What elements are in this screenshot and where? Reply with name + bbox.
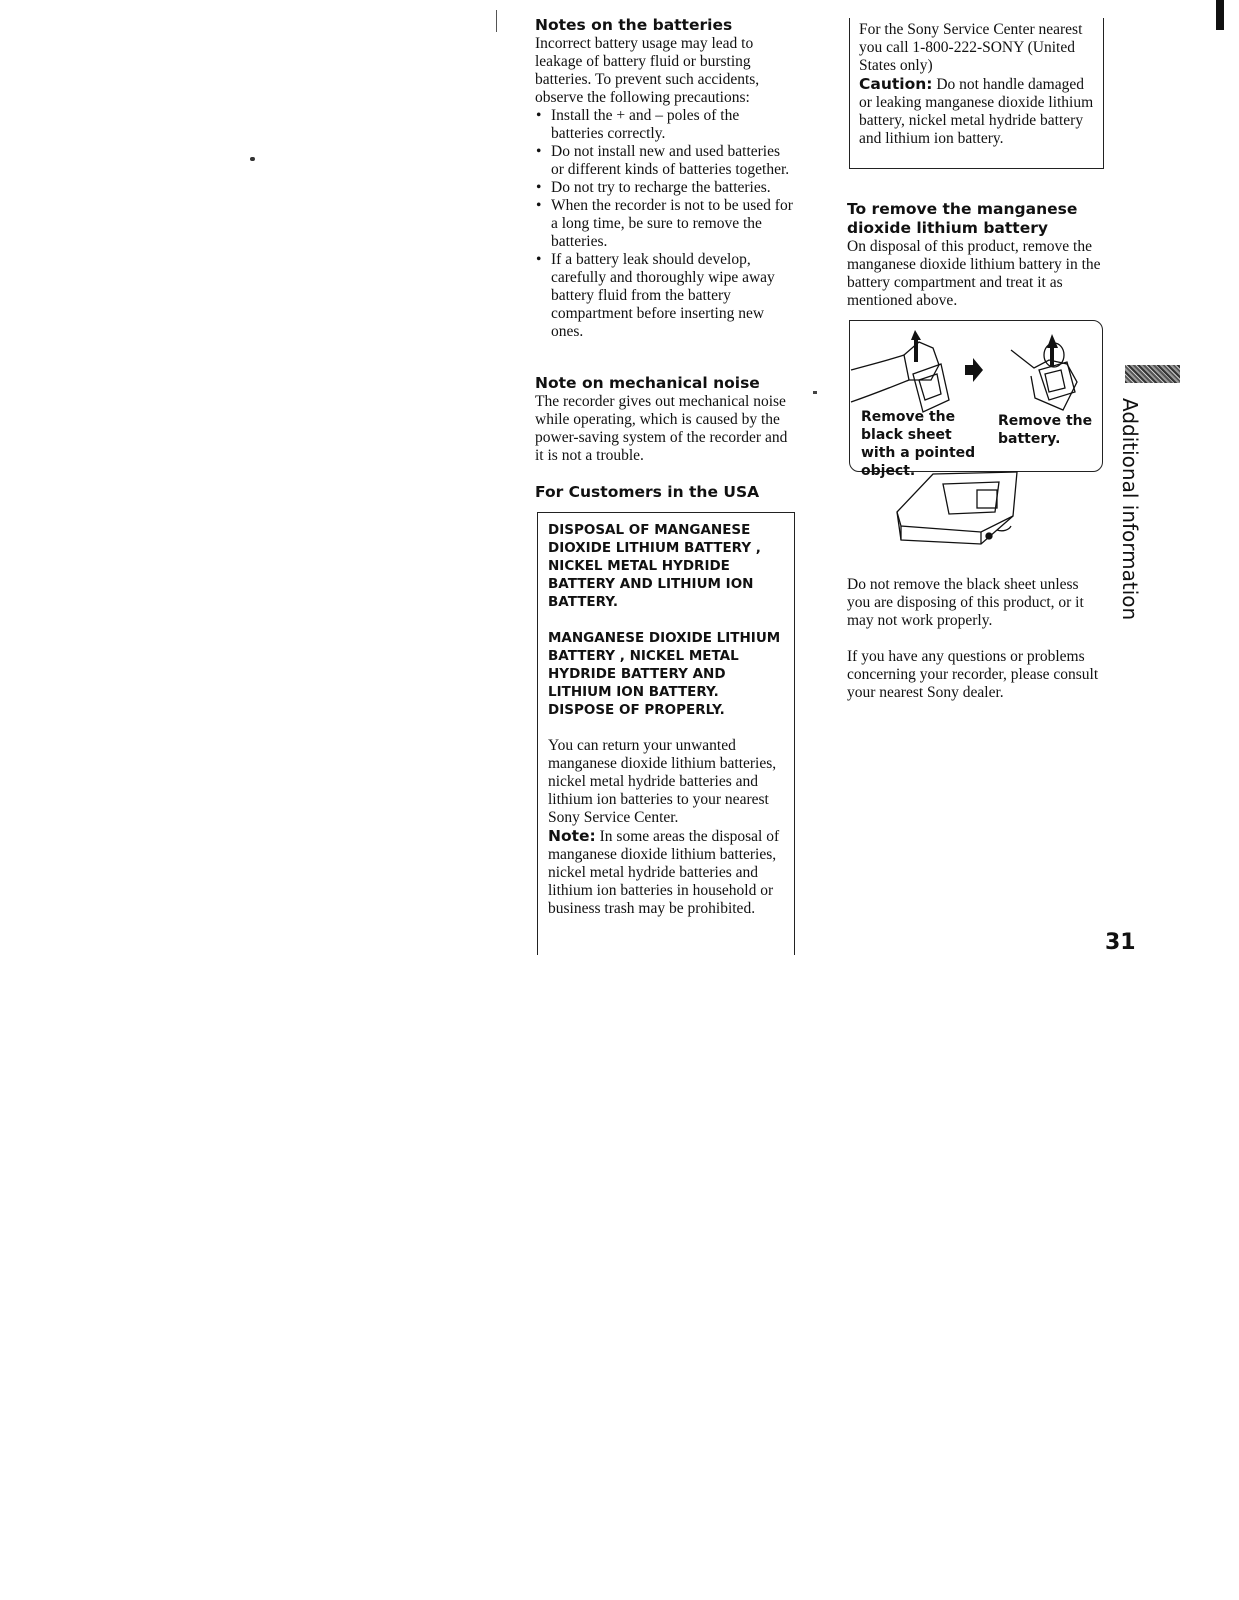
noise-heading: Note on mechanical noise (535, 374, 760, 392)
scan-mark (496, 10, 497, 32)
list-item: • Install the + and – poles of the batteries correctly. (535, 107, 795, 143)
remove-section (847, 200, 1103, 310)
up-arrow-icon (911, 330, 921, 362)
edge-bar (1216, 0, 1224, 30)
service-center-box (849, 18, 1104, 169)
section-tab-label: Additional information (1118, 398, 1142, 621)
list-item: • Do not try to recharge the batteries. (535, 179, 795, 197)
note-text: In some areas the disposal of manganese dioxide lithium batteries, nickel metal hydride batteries and lithium ion batteries in household or business trash may be prohibited. (548, 828, 780, 917)
section-tab (1118, 398, 1148, 621)
scan-mark (813, 391, 817, 394)
recorder-drawing (897, 472, 1017, 544)
caution-text: Do not handle damaged or leaking manganese dioxide lithium battery, nickel metal hydride battery and lithium ion battery. (859, 76, 1094, 147)
precautions-list (535, 107, 795, 341)
noise-section (535, 374, 793, 465)
battery-drawing (1011, 343, 1077, 410)
batteries-heading: Notes on the batteries (535, 16, 733, 34)
usa-heading: For Customers in the USA (535, 483, 760, 501)
disposal-caps-3: DISPOSE OF PROPERLY. (548, 702, 725, 718)
service-text: For the Sony Service Center nearest you call 1-800-222-SONY (United States only) (859, 21, 1083, 74)
right-arrow-icon (965, 358, 983, 382)
disposal-caps-2: MANGANESE DIOXIDE LITHIUM BATTERY , NICKEL METAL HYDRIDE BATTERY AND LITHIUM ION BATTERY. (548, 630, 781, 700)
disposal-caps-1: DISPOSAL OF MANGANESE DIOXIDE LITHIUM BATTERY , NICKEL METAL HYDRIDE BATTERY AND LITHIUM ION BATTERY. (548, 522, 761, 610)
left-column (535, 16, 795, 341)
remove-heading: To remove the manganese dioxide lithium battery (847, 200, 1078, 237)
pointed-object-drawing (851, 342, 949, 412)
caution-paragraph (859, 75, 1095, 148)
page-number: 31 (1105, 930, 1136, 955)
caption-left: Remove the black sheet with a pointed object. (861, 409, 976, 479)
note-paragraph (548, 827, 786, 918)
noise-text: The recorder gives out mechanical noise while operating, which is caused by the power-saving system of the recorder and it is not a trouble. (535, 393, 788, 464)
note-label: Note: (548, 827, 596, 845)
list-item: • If a battery leak should develop, carefully and thoroughly wipe away battery fluid from the battery compartment before inserting new ones. (535, 251, 795, 341)
list-item: • Do not install new and used batteries or different kinds of batteries together. (535, 143, 795, 179)
scan-mark (250, 157, 255, 161)
list-item: • When the recorder is not to be used for a long time, be sure to remove the batteries. (535, 197, 795, 251)
questions-text: If you have any questions or problems concerning your recorder, please consult your nearest Sony dealer. (847, 648, 1099, 701)
caution-label: Caution: (859, 75, 933, 93)
usa-disposal-box (537, 512, 795, 955)
caption-right: Remove the battery. (998, 413, 1093, 447)
batteries-intro: Incorrect battery usage may lead to leakage of battery fluid or bursting batteries. To prevent such accidents, observe the following precautions: (535, 35, 760, 106)
remove-text: On disposal of this product, remove the manganese dioxide lithium battery in the battery compartment and treat it as mentioned above. (847, 238, 1101, 309)
section-tab-marker (1125, 365, 1180, 383)
warning-text: Do not remove the black sheet unless you are disposing of this product, or it may not work properly. (847, 576, 1084, 629)
return-text: You can return your unwanted manganese dioxide lithium batteries, nickel metal hydride batteries and lithium ion batteries to your nearest Sony Service Center. (548, 737, 777, 826)
